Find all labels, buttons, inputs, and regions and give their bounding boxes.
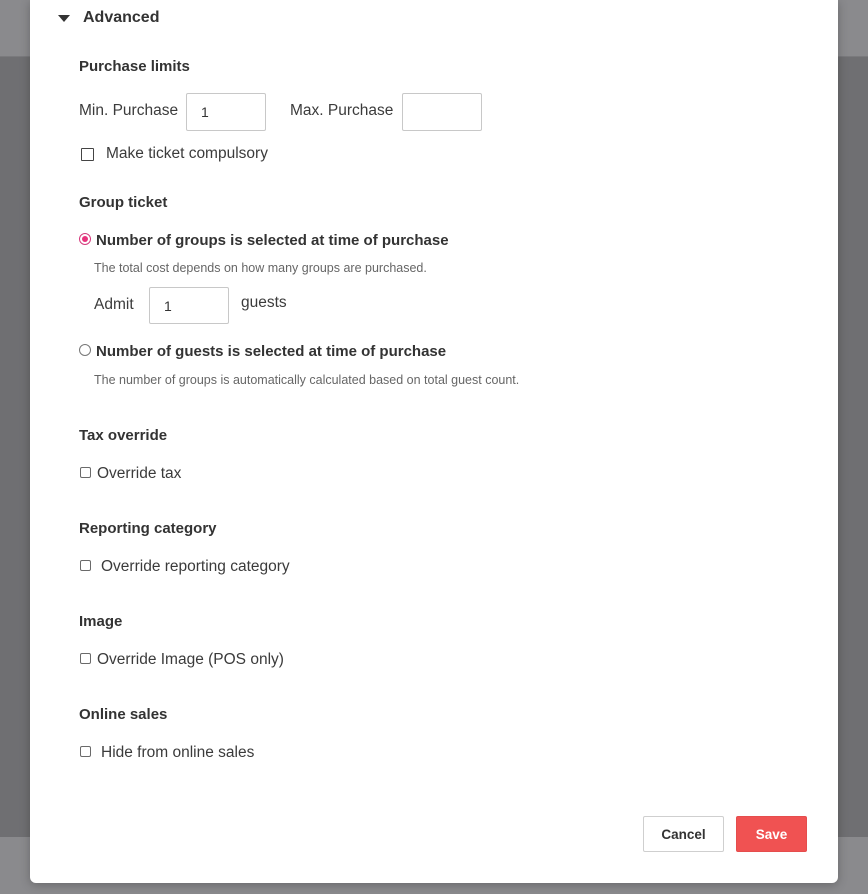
advanced-toggle-label: Advanced (83, 9, 160, 26)
group-ticket-heading: Group ticket (79, 194, 168, 211)
ticket-edit-modal (30, 0, 838, 883)
make-ticket-compulsory-label[interactable]: Make ticket compulsory (106, 145, 268, 162)
admit-guests-input[interactable] (149, 287, 229, 324)
groups-selected-radio[interactable] (79, 233, 91, 245)
guests-selected-radio[interactable] (79, 344, 91, 356)
override-reporting-category-checkbox[interactable] (80, 560, 91, 571)
cancel-button[interactable]: Cancel (643, 816, 724, 852)
admit-label: Admit (94, 296, 134, 313)
max-purchase-label: Max. Purchase (290, 102, 394, 119)
hide-from-online-sales-label[interactable]: Hide from online sales (101, 744, 255, 761)
guests-selected-help-text: The number of groups is automatically calculated based on total guest count. (94, 373, 520, 387)
tax-override-heading: Tax override (79, 427, 168, 444)
override-image-checkbox[interactable] (80, 653, 91, 664)
min-purchase-label: Min. Purchase (79, 102, 179, 119)
reporting-category-heading: Reporting category (79, 520, 217, 537)
override-reporting-category-label[interactable]: Override reporting category (101, 558, 290, 575)
min-purchase-input[interactable] (186, 93, 266, 131)
purchase-limits-heading: Purchase limits (79, 58, 190, 75)
override-tax-label[interactable]: Override tax (97, 465, 182, 482)
make-ticket-compulsory-checkbox[interactable] (81, 148, 94, 161)
groups-selected-help-text: The total cost depends on how many groups are purchased. (94, 261, 427, 275)
hide-from-online-sales-checkbox[interactable] (80, 746, 91, 757)
guests-label: guests (241, 294, 287, 311)
groups-selected-radio-label[interactable]: Number of groups is selected at time of purchase (96, 232, 449, 249)
max-purchase-input[interactable] (402, 93, 482, 131)
image-heading: Image (79, 613, 123, 630)
online-sales-heading: Online sales (79, 706, 168, 723)
override-tax-checkbox[interactable] (80, 467, 91, 478)
guests-selected-radio-label[interactable]: Number of guests is selected at time of purchase (96, 343, 447, 360)
caret-down-icon (58, 15, 70, 22)
override-image-label[interactable]: Override Image (POS only) (97, 651, 284, 668)
advanced-section-toggle[interactable] (58, 8, 159, 28)
save-button[interactable]: Save (736, 816, 807, 852)
